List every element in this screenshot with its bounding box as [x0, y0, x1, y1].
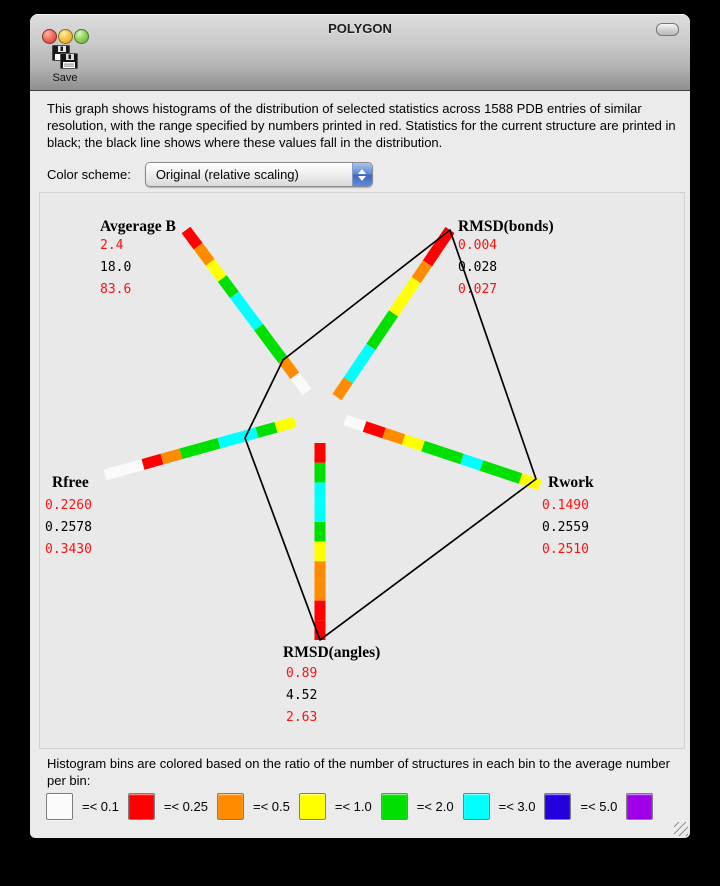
legend-note: Histogram bins are colored based on the ratio of the number of structures in each bin to the average number per bin:	[47, 756, 670, 788]
description-text: This graph shows histograms of the distribution of selected statistics across 1588 PDB entries of similar resolution, with the range specified by numbers printed in red. Statistics for the current structure are printed in black; the black line shows where these values fall in the distribution.	[47, 101, 676, 150]
histogram-bin-green	[382, 314, 393, 331]
histogram-bin-green	[200, 443, 219, 448]
axis-title: Rfree	[52, 474, 89, 491]
axis-title: Avgerage B	[100, 218, 176, 235]
histogram-bin-red	[143, 459, 162, 464]
down-arrow-icon	[358, 176, 366, 181]
legend-swatch-red[interactable]	[128, 793, 155, 820]
legend-label: =< 3.0	[498, 799, 536, 814]
legend-swatch-orange[interactable]	[217, 793, 244, 820]
histogram-bin-orange	[162, 454, 181, 459]
legend-label: =< 1.0	[334, 799, 372, 814]
color-scheme-label: Color scheme:	[47, 167, 131, 182]
axis-value: 0.3430	[45, 542, 92, 557]
axis-value: 0.028	[458, 260, 498, 275]
histogram-bin-cyan	[219, 438, 238, 443]
polygon-window	[30, 14, 690, 838]
save-button[interactable]	[43, 45, 87, 84]
polygon-chart	[40, 193, 684, 748]
axis-value: 0.1490	[542, 498, 589, 513]
axis-value: 2.4	[100, 238, 124, 253]
legend-swatch-yellow[interactable]	[299, 793, 326, 820]
histogram-bin-green	[222, 279, 234, 295]
axis-value: 83.6	[100, 282, 132, 297]
legend-label: =< 5.0	[580, 799, 618, 814]
color-scheme-value: Original (relative scaling)	[155, 167, 299, 182]
axis-title: RMSD(angles)	[283, 644, 381, 661]
histogram-bin-yellow	[404, 440, 424, 447]
window-title: POLYGON	[328, 21, 392, 36]
legend-swatch-purple[interactable]	[626, 793, 653, 820]
histogram-bin-white	[295, 376, 307, 392]
popup-stepper-icon	[352, 163, 372, 186]
toolbar-toggle-pill[interactable]	[656, 23, 679, 36]
resize-grip-icon[interactable]	[674, 822, 688, 836]
histogram-bin-yellow	[276, 422, 295, 427]
legend-swatch-cyan[interactable]	[463, 793, 490, 820]
histogram-bin-green	[371, 330, 382, 347]
legend-label: =< 0.1	[82, 799, 119, 814]
histogram-bin-green	[259, 327, 271, 343]
histogram-bin-orange	[198, 246, 210, 262]
histogram-bin-yellow	[405, 280, 416, 297]
histogram-bin-cyan	[360, 347, 371, 364]
legend-row	[46, 793, 678, 820]
histogram-bin-orange	[337, 380, 348, 397]
histogram-bin-white	[105, 470, 124, 475]
histogram-bin-red	[186, 230, 198, 246]
legend-label: =< 0.5	[252, 799, 290, 814]
histogram-bin-white	[124, 464, 143, 469]
window-header	[30, 14, 690, 91]
axis-title: Rwork	[548, 474, 594, 491]
color-scheme-row	[47, 162, 373, 187]
axis-value: 4.52	[286, 688, 318, 703]
histogram-bin-cyan	[234, 295, 246, 311]
save-button-label: Save	[52, 72, 78, 84]
axis-value: 18.0	[100, 260, 132, 275]
legend-swatch-blue[interactable]	[544, 793, 571, 820]
histogram-bin-green	[257, 427, 276, 432]
histogram-bin-yellow	[394, 297, 405, 314]
histogram-bin-orange	[416, 263, 427, 280]
histogram-bin-cyan	[348, 364, 359, 381]
legend-swatch-green[interactable]	[381, 793, 408, 820]
legend-label: =< 2.0	[416, 799, 454, 814]
axis-value: 0.004	[458, 238, 498, 253]
histogram-bin-green	[423, 446, 443, 453]
histogram-bin-orange	[283, 360, 295, 376]
histogram-bin-white	[345, 420, 365, 427]
histogram-bin-yellow	[210, 262, 222, 278]
histogram-bin-green	[271, 343, 283, 359]
axis-title: RMSD(bonds)	[458, 218, 554, 235]
axis-value: 2.63	[286, 710, 318, 725]
histogram-bin-red	[427, 247, 438, 264]
save-floppy-icon	[50, 45, 80, 71]
axis-value: 0.027	[458, 282, 498, 297]
histogram-bin-green	[443, 453, 463, 460]
histogram-bin-cyan	[247, 311, 259, 327]
legend-label: =< 0.25	[163, 799, 208, 814]
axis-value: 0.2510	[542, 542, 589, 557]
histogram-bin-cyan	[462, 459, 482, 466]
histogram-bin-green	[482, 466, 502, 473]
axis-value: 0.2578	[45, 520, 92, 535]
plot-panel	[39, 192, 685, 749]
color-scheme-select[interactable]	[145, 162, 373, 187]
histogram-bin-green	[501, 472, 521, 479]
axis-value: 0.2260	[45, 498, 92, 513]
titlebar	[30, 14, 690, 42]
axis-value: 0.2559	[542, 520, 589, 535]
legend-swatch-white[interactable]	[46, 793, 73, 820]
histogram-bin-orange	[384, 433, 404, 440]
axis-value: 0.89	[286, 666, 318, 681]
up-arrow-icon	[358, 169, 366, 174]
histogram-bin-green	[181, 449, 200, 454]
histogram-bin-red	[365, 427, 385, 434]
